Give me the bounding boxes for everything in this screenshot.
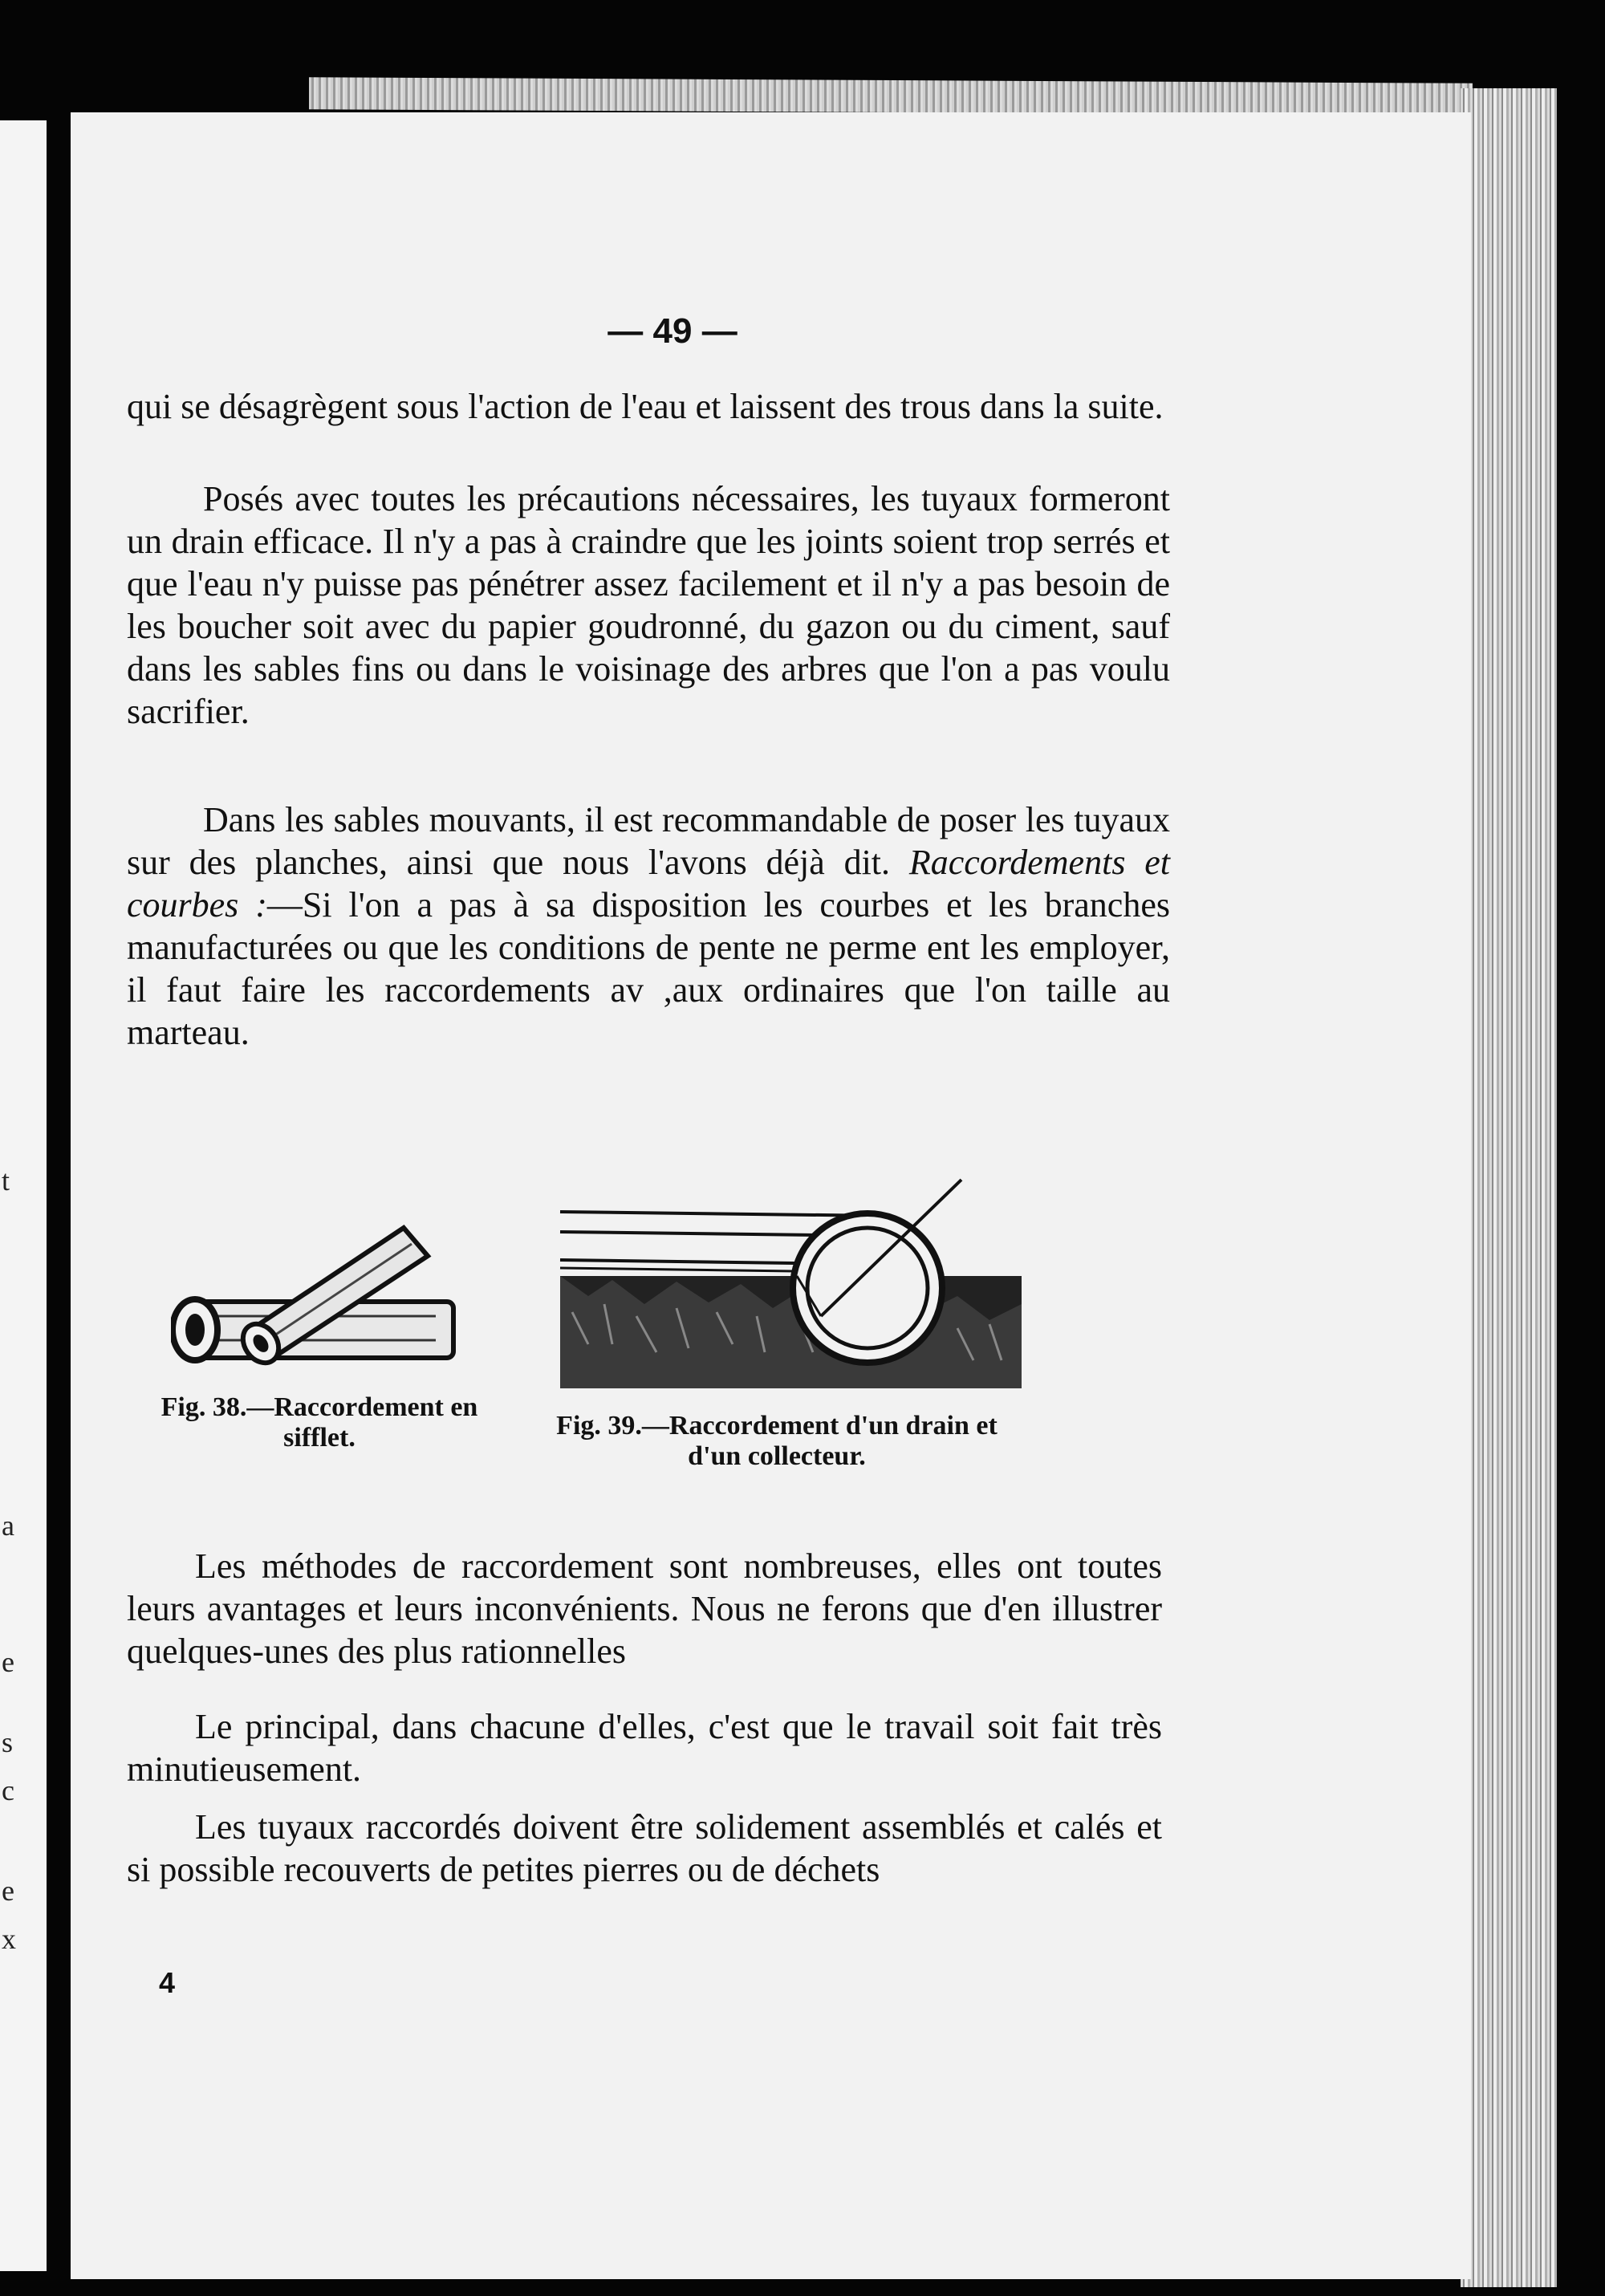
page-number: — 49 —	[607, 311, 737, 351]
paragraph-text: Le principal, dans chacune d'elles, c'est que le travail soit fait très minutieusement.	[127, 1707, 1162, 1789]
book-page	[71, 112, 1471, 2279]
margin-char: t	[2, 1164, 10, 1197]
paragraph	[127, 1806, 1162, 1891]
figure-38-caption: Fig. 38.—Raccordement en sifflet.	[160, 1392, 478, 1453]
paragraph-text: qui se désagrègent sous l'action de l'eau et laissent des trous dans la suite.	[127, 387, 1164, 426]
paragraph	[127, 1545, 1162, 1672]
section-heading: Raccordements et courbes :	[127, 843, 1170, 924]
margin-char: e	[2, 1875, 14, 1907]
figure-39-caption: Fig. 39.—Raccordement d'un drain et d'un collecteur.	[556, 1411, 998, 1471]
paragraph	[127, 385, 1170, 428]
paragraph	[127, 1705, 1162, 1790]
figure-38-illustration	[171, 1212, 476, 1384]
paragraph-text	[127, 799, 1170, 1054]
adjacent-page-edge	[0, 120, 47, 2271]
book-page-stack	[1461, 88, 1557, 2287]
margin-char: c	[2, 1774, 14, 1806]
margin-char: x	[2, 1923, 16, 1955]
margin-char: s	[2, 1726, 14, 1758]
paragraph	[127, 799, 1170, 1054]
book-top-edge	[309, 77, 1473, 116]
margin-char: e	[2, 1646, 14, 1678]
paragraph-text: Les tuyaux raccordés doivent être solidement assemblés et calés et si possible recouverts de petites pierres ou de déchets	[127, 1807, 1162, 1889]
paragraph-text: Posés avec toutes les précautions nécessaires, les tuyaux formeront un drain efficace. Il n'y a pas à craindre que les joints soient trop serrés et que l'eau n'y puisse pas pénétrer assez facilement et il n'y a pas besoin de les boucher soit avec du papier goudronné, du gazon ou du ciment, sauf dans les sables fins ou dans le voisinage des arbres que l'on a pas voulu sacrifier.	[127, 479, 1170, 731]
signature-mark: 4	[159, 1966, 176, 1999]
paragraph-text: Les méthodes de raccordement sont nombreuses, elles ont toutes leurs avantages et leurs inconvénients. Nous ne ferons que d'en illustrer quelques-unes des plus rationnelles	[127, 1546, 1162, 1671]
section-text: —Si l'on a pas à sa disposition les courbes et les branches manufacturées ou que les conditions de pente ne perme ent les employer, il faut faire les raccordements av ,aux ordinaires que l'on taille au marteau.	[127, 885, 1170, 1052]
margin-char: a	[2, 1510, 14, 1542]
paragraph-sentence: Dans les sables mouvants, il est recommandable de poser les tuyaux sur des planches, ainsi que nous l'avons déjà dit.	[127, 800, 1170, 882]
figure-39-illustration	[556, 1176, 1026, 1392]
paragraph	[127, 477, 1170, 733]
